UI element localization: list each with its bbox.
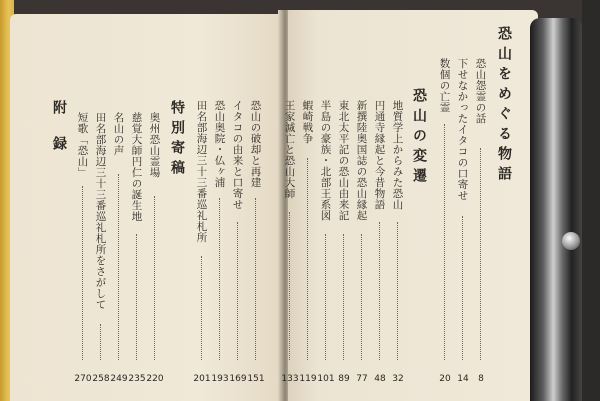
toc-entry: 慈覚大師円仁の誕生地 [130, 112, 143, 222]
leader-dots [82, 186, 83, 360]
leader-dots [444, 124, 445, 360]
page-number: 201 [193, 374, 211, 384]
toc-entry: 円通寺縁起と今昔物語 [373, 100, 386, 210]
toc-entry: 数個の亡霊 [438, 58, 451, 113]
leader-dots [480, 148, 481, 360]
page-number: 48 [374, 374, 386, 384]
toc-entry: イタコの由来と口寄せ [231, 100, 244, 210]
binder-back [582, 0, 600, 401]
leader-dots [361, 234, 362, 360]
leader-dots [255, 198, 256, 360]
page-number: 14 [457, 374, 469, 384]
leader-dots [100, 324, 101, 360]
leader-dots [397, 222, 398, 360]
section-heading-osorezan-stories: 恐山をめぐる物語 [496, 26, 512, 186]
page-number: 133 [281, 374, 299, 384]
page-number: 249 [110, 374, 128, 384]
section-heading-osorezan-history: 恐山の変遷 [411, 88, 427, 188]
leader-dots [325, 234, 326, 360]
toc-entry: 地質学上からみた恐山 [391, 100, 404, 210]
page-number: 193 [211, 374, 229, 384]
page-number: 258 [92, 374, 110, 384]
page-number: 77 [356, 374, 368, 384]
toc-entry: 新撰陸奥国誌の恐山縁起 [355, 100, 368, 221]
leader-dots [343, 234, 344, 360]
page-number: 220 [146, 374, 164, 384]
rivet-icon [562, 232, 580, 250]
page-number: 235 [128, 374, 146, 384]
leader-dots [379, 222, 380, 360]
leader-dots [154, 196, 155, 360]
leader-dots [118, 174, 119, 360]
leader-dots [462, 216, 463, 360]
toc-entry: 短歌「恐山」 [76, 112, 89, 178]
section-heading-appendix: 附録 [51, 100, 67, 172]
toc-entry: 奥州恐山霊場 [148, 112, 161, 178]
toc-entry: 王家滅亡と恐山大師 [283, 100, 296, 199]
toc-entry: 蝦崎戦争 [301, 100, 314, 144]
toc-entry: 田名部海辺三十三番巡礼札所をさがして [94, 112, 107, 310]
leader-dots [289, 212, 290, 360]
toc-entry: 恐山の破却と再建 [249, 100, 262, 188]
page-number: 89 [338, 374, 350, 384]
page-number: 20 [439, 374, 451, 384]
page-number: 270 [74, 374, 92, 384]
section-heading-special-contributions: 特別寄稿 [169, 100, 185, 180]
toc-entry: 田名部海辺三十三番巡礼札所 [195, 100, 208, 243]
toc-entry: 下せなかったイタコの口寄せ [456, 58, 469, 201]
page-number: 119 [299, 374, 317, 384]
toc-entry: 東北太平記の恐山由来記 [337, 100, 350, 221]
toc-entry: 半島の豪族・北部王系図 [319, 100, 332, 221]
leader-dots [136, 234, 137, 360]
page-number: 151 [247, 374, 265, 384]
toc-entry: 名山の声 [112, 112, 125, 156]
page-number: 101 [317, 374, 335, 384]
page-number: 169 [229, 374, 247, 384]
toc-entry: 恐山怨霊の話 [474, 58, 487, 124]
leader-dots [219, 198, 220, 360]
leader-dots [237, 222, 238, 360]
leader-dots [201, 256, 202, 360]
page-number: 32 [392, 374, 404, 384]
leader-dots [307, 158, 308, 360]
binder-clip [530, 18, 582, 401]
page-number: 8 [478, 374, 484, 384]
toc-entry: 恐山奥院・仏ヶ浦 [213, 100, 226, 188]
